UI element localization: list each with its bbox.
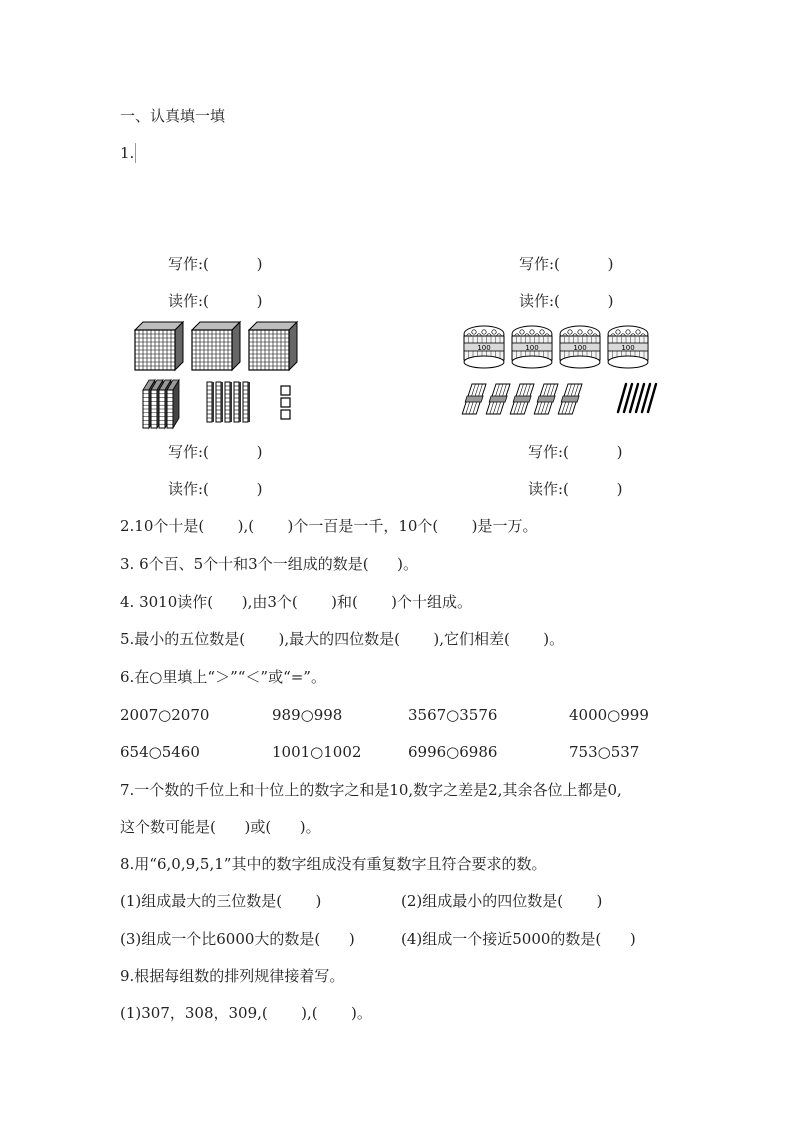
question-8-part-4[interactable]: (4)组成一个接近5000的数是( ) <box>401 930 636 948</box>
question-9-part-1[interactable]: (1)307，308，309,( ),( )。 <box>120 1004 372 1022</box>
ten-bundle <box>533 384 559 414</box>
question-7-line-1: 7.一个数的千位上和十位上的数字之和是10,数字之差是2,其余各位上都是0, <box>120 781 622 799</box>
ten-bundle <box>485 384 511 414</box>
compare-item[interactable]: 3567○3576 <box>408 706 498 724</box>
question-6-stem: 6.在○里填上“＞”“＜”或“=”。 <box>120 668 326 686</box>
q1-right-bottom-read[interactable]: 读作:( ) <box>528 480 623 498</box>
question-2: 2.10个十是( ),( )个一百是一千，10个( )是一万。 <box>120 517 538 535</box>
base-ten-blocks-illustration <box>135 320 315 432</box>
one-unit <box>281 386 290 395</box>
ten-rod <box>225 382 232 422</box>
question-7-line-2: 这个数可能是( )或( )。 <box>120 818 321 836</box>
thousand-cube <box>249 322 297 370</box>
compare-item[interactable]: 753○537 <box>569 743 640 761</box>
question-1-number: 1. <box>120 144 135 162</box>
q1-right-top-read[interactable]: 读作:( ) <box>519 292 614 310</box>
stick-bundles-illustration <box>462 322 672 422</box>
thousand-cube <box>192 322 240 370</box>
section-title: 一、认真填一填 <box>120 107 226 125</box>
q1-right-bottom-write[interactable]: 写作:( ) <box>528 443 623 461</box>
hundred-bundle <box>608 326 648 368</box>
one-unit <box>281 398 290 407</box>
hundred-flat <box>167 380 179 428</box>
ten-rod <box>234 382 241 422</box>
text-cursor <box>135 143 136 163</box>
question-4: 4. 3010读作( ),由3个( )和( )个十组成。 <box>120 593 473 611</box>
thousand-cube <box>135 322 183 370</box>
question-8-stem: 8.用“6,0,9,5,1”其中的数字组成没有重复数字且符合要求的数。 <box>120 855 547 873</box>
question-5: 5.最小的五位数是( ),最大的四位数是( ),它们相差( )。 <box>120 630 565 648</box>
bundle-label: 100 <box>525 344 539 352</box>
ten-rod <box>207 382 214 422</box>
question-9-stem: 9.根据每组数的排列规律接着写。 <box>120 967 345 985</box>
q1-left-bottom-read[interactable]: 读作:( ) <box>168 480 263 498</box>
compare-item[interactable]: 989○998 <box>272 706 343 724</box>
compare-item[interactable]: 2007○2070 <box>120 706 210 724</box>
bundle-label: 100 <box>621 344 635 352</box>
question-8-part-3[interactable]: (3)组成一个比6000大的数是( ) <box>120 930 355 948</box>
q1-right-top-write[interactable]: 写作:( ) <box>519 255 614 273</box>
compare-item[interactable]: 1001○1002 <box>272 743 362 761</box>
ten-bundle <box>557 384 583 414</box>
question-8-part-1[interactable]: (1)组成最大的三位数是( ) <box>120 892 322 910</box>
hundred-bundle <box>464 326 504 368</box>
compare-item[interactable]: 654○5460 <box>120 743 200 761</box>
q1-left-top-write[interactable]: 写作:( ) <box>168 255 263 273</box>
ten-bundle <box>509 384 535 414</box>
bundle-label: 100 <box>477 344 491 352</box>
compare-item[interactable]: 6996○6986 <box>408 743 498 761</box>
ten-rod <box>216 382 223 422</box>
q1-left-bottom-write[interactable]: 写作:( ) <box>168 443 263 461</box>
q1-left-top-read[interactable]: 读作:( ) <box>168 292 263 310</box>
one-unit <box>281 410 290 419</box>
ten-rod <box>243 382 250 422</box>
hundred-bundle <box>512 326 552 368</box>
question-8-part-2[interactable]: (2)组成最小的四位数是( ) <box>401 892 603 910</box>
ten-bundle <box>461 384 487 414</box>
compare-item[interactable]: 4000○999 <box>569 706 649 724</box>
bundle-label: 100 <box>573 344 587 352</box>
hundred-bundle <box>560 326 600 368</box>
question-3: 3. 6个百、5个十和3个一组成的数是( )。 <box>120 555 419 573</box>
